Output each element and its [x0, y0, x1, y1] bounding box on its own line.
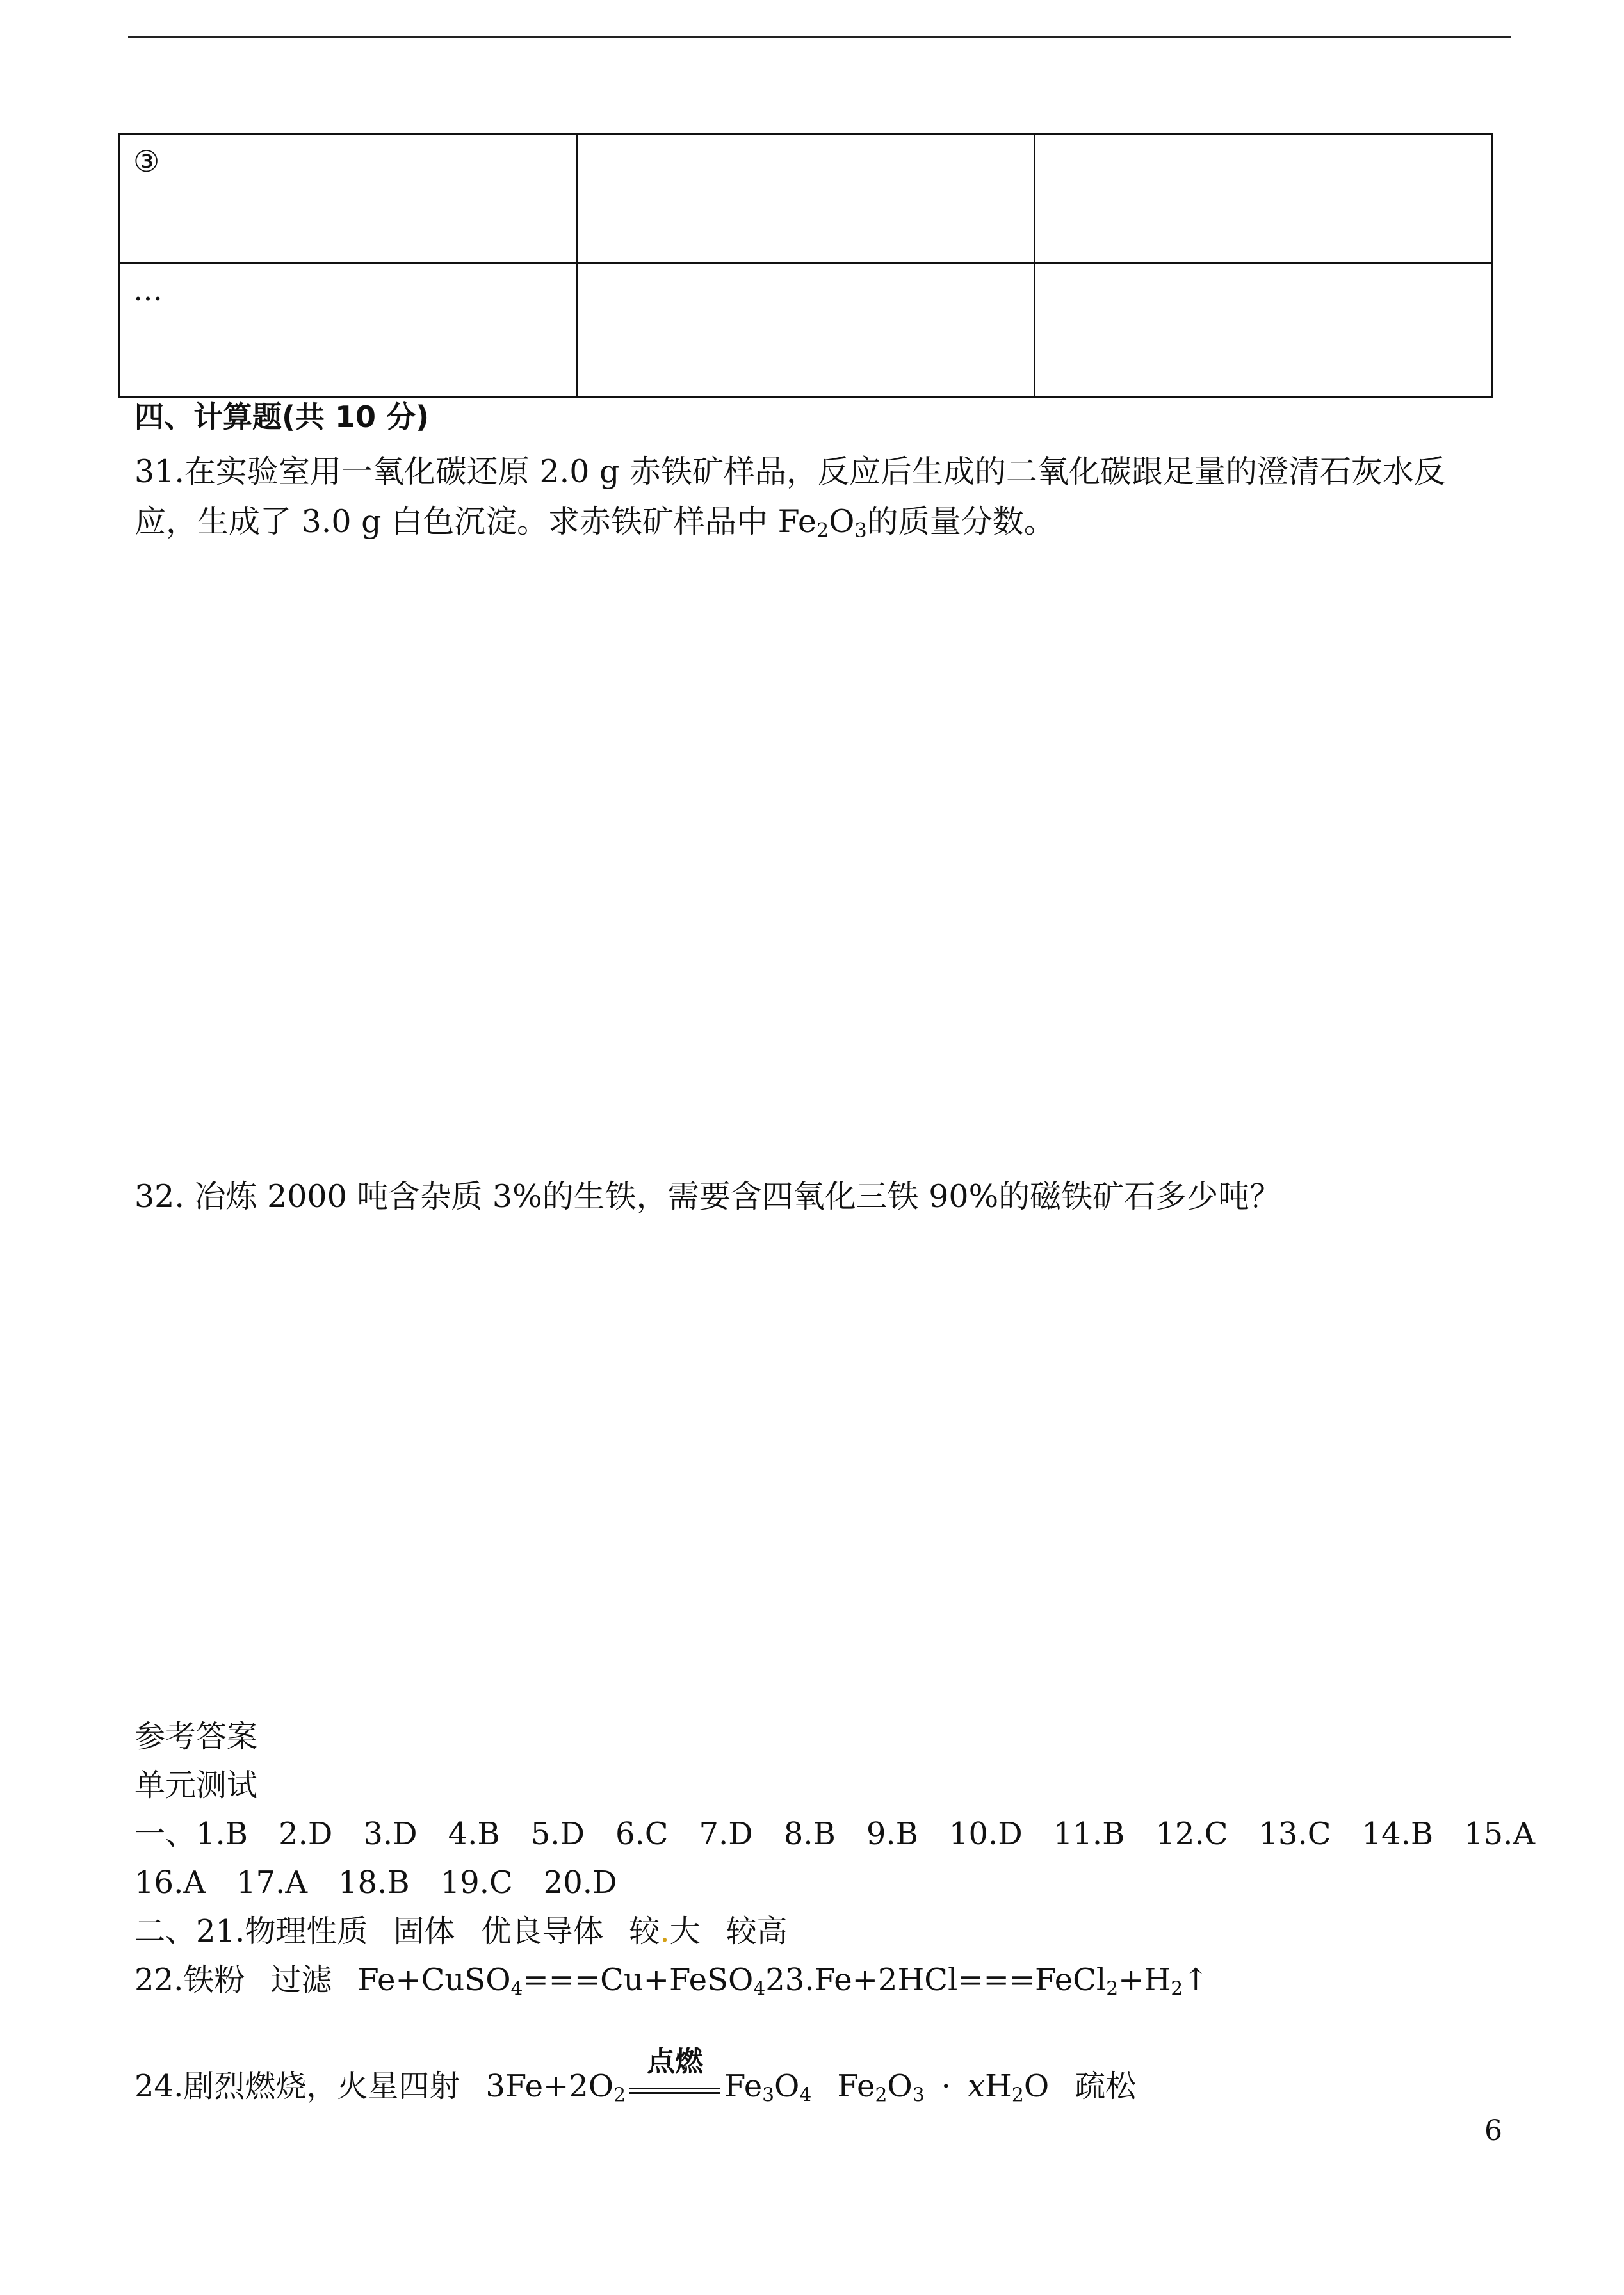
answer-part1-line1: 一、1.B 2.D 3.D 4.B 5.D 6.C 7.D 8.B 9.B 10.D 11.B 12.C 13.C 14.B 15.A	[134, 1816, 1536, 1852]
question-31-line1: 31.在实验室用一氧化碳还原 2.0 g 赤铁矿样品，反应后生成的二氧化碳跟足量的澄清石灰水反	[134, 453, 1445, 490]
reaction-condition-arrow: 点燃	[629, 2088, 720, 2096]
section-heading: 四、计算题(共 10 分)	[134, 400, 430, 434]
table-cell	[577, 263, 1034, 397]
header-rule	[128, 36, 1511, 38]
answer-q21: 二、21.物理性质 固体 优良导体 较.大 较高	[134, 1913, 788, 1949]
table-row	[120, 263, 1492, 397]
table-row	[120, 134, 1492, 263]
answer-q22-q23: 22.铁粉 过滤 $Fe+CuSO_4===Cu+FeSO_423.Fe+2HCl===FeCl_2+H_2↑$	[134, 1962, 1209, 2000]
table-cell	[1034, 134, 1491, 263]
answer-part1-line2: 16.A 17.A 18.B 19.C 20.D	[134, 1865, 617, 1901]
table-cell	[577, 134, 1034, 263]
table-cell	[1034, 263, 1491, 397]
table-cell: …	[120, 263, 577, 397]
experiment-table	[118, 133, 1493, 398]
answer-title: 参考答案	[134, 1719, 258, 1755]
question-31-line2: 应，生成了 3.0 g 白色沉淀。求赤铁矿样品中 $Fe_2O_3$的质量分数。	[134, 503, 1055, 542]
answer-q24: 24.剧烈燃烧，火星四射 $3Fe+2O_2$ 点燃 $Fe_3O_4$ $Fe_2O_3 \cdot xH_2O$ 疏松	[134, 2045, 1137, 2107]
table-cell: ③	[120, 134, 577, 263]
page-number: 6	[1484, 2114, 1502, 2147]
answer-subtitle: 单元测试	[134, 1767, 258, 1803]
question-32: 32. 冶炼 2000 吨含杂质 3%的生铁，需要含四氧化三铁 90%的磁铁矿石多少吨？	[134, 1178, 1281, 1215]
question-31	[134, 447, 1498, 547]
